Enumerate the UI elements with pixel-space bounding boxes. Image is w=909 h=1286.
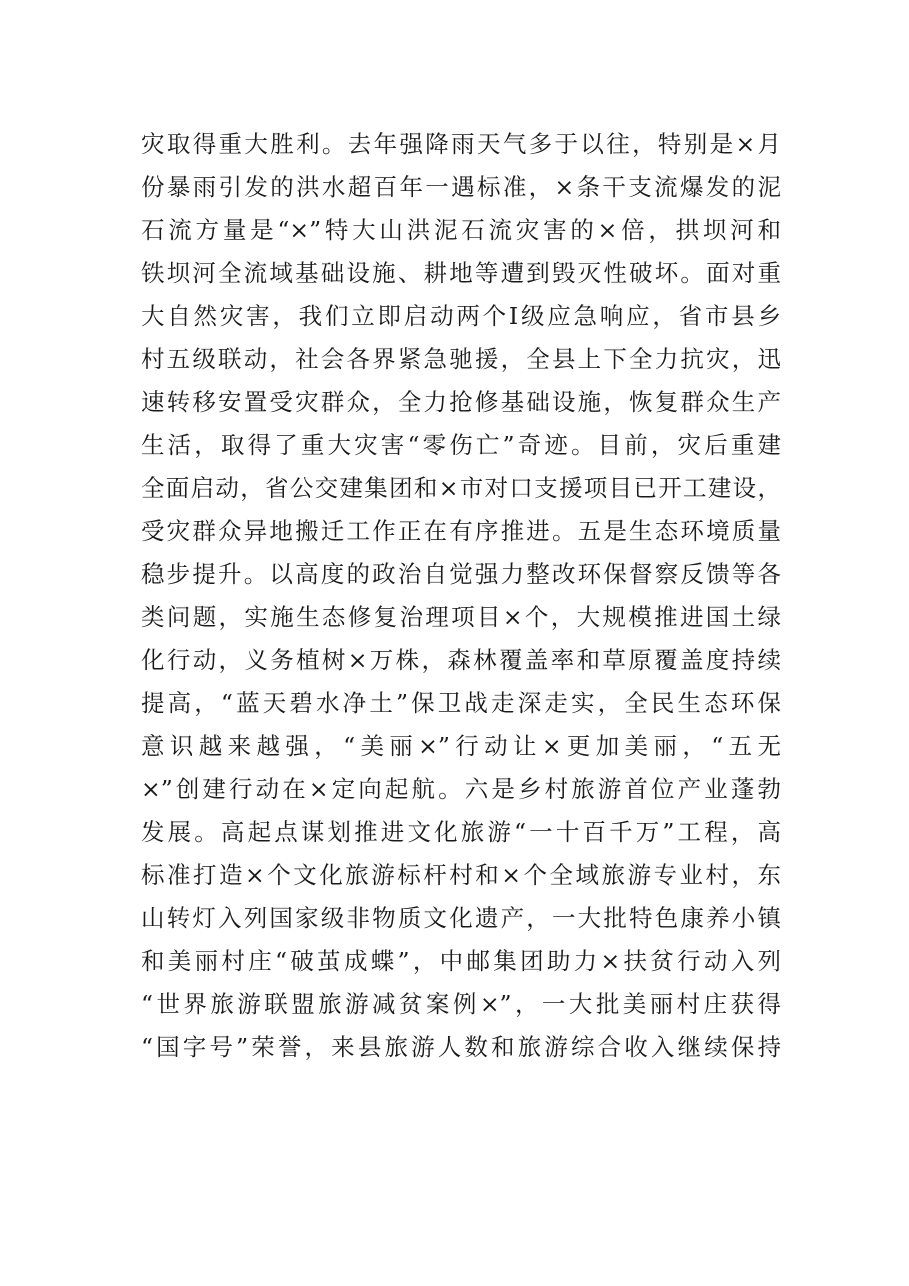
text-line: 类问题，实施生态修复治理项目×个，大规模推进国土绿 (141, 603, 781, 631)
text-line: 山转灯入列国家级非物质文化遗产，一大批特色康养小镇 (141, 904, 781, 932)
text-line: 生活，取得了重大灾害“零伤亡”奇迹。目前，灾后重建 (141, 431, 781, 459)
text-line: 大自然灾害，我们立即启动两个Ⅰ级应急响应，省市县乡 (141, 302, 781, 330)
text-line: 份暴雨引发的洪水超百年一遇标准，×条干支流爆发的泥 (141, 173, 781, 201)
body-paragraph (141, 123, 781, 1069)
text-line: 全面启动，省公交建集团和×市对口支援项目已开工建设， (141, 474, 781, 502)
text-line: 村五级联动，社会各界紧急驰援，全县上下全力抗灾，迅 (141, 345, 781, 373)
text-line: 标准打造×个文化旅游标杆村和×个全域旅游专业村，东 (141, 861, 781, 889)
text-line: 速转移安置受灾群众，全力抢修基础设施，恢复群众生产 (141, 388, 781, 416)
text-line: “世界旅游联盟旅游减贫案例×”，一大批美丽村庄获得 (141, 990, 781, 1018)
text-line: ×”创建行动在×定向起航。六是乡村旅游首位产业蓬勃 (141, 775, 781, 803)
text-line: 稳步提升。以高度的政治自觉强力整改环保督察反馈等各 (141, 560, 781, 588)
text-line: 和美丽村庄“破茧成蝶”，中邮集团助力×扶贫行动入列 (141, 947, 781, 975)
text-line: 受灾群众异地搬迁工作正在有序推进。五是生态环境质量 (141, 517, 781, 545)
text-line: 发展。高起点谋划推进文化旅游“一十百千万”工程，高 (141, 818, 781, 846)
text-line: 化行动，义务植树×万株，森林覆盖率和草原覆盖度持续 (141, 646, 781, 674)
text-line: 意识越来越强，“美丽×”行动让×更加美丽，“五无 (141, 732, 781, 760)
text-line: “国字号”荣誉，来县旅游人数和旅游综合收入继续保持 (141, 1033, 781, 1061)
text-line: 铁坝河全流域基础设施、耕地等遭到毁灭性破坏。面对重 (141, 259, 781, 287)
text-line: 提高，“蓝天碧水净土”保卫战走深走实，全民生态环保 (141, 689, 781, 717)
text-line: 灾取得重大胜利。去年强降雨天气多于以往，特别是×月 (141, 130, 781, 158)
text-line: 石流方量是“×”特大山洪泥石流灾害的×倍，拱坝河和 (141, 216, 781, 244)
